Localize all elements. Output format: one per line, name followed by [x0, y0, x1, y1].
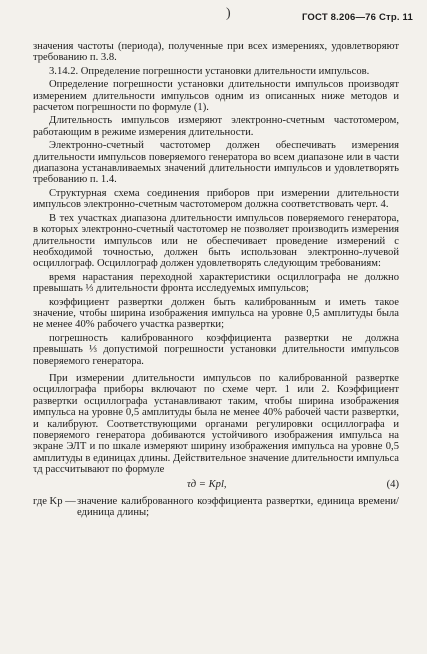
- paragraph: значения частоты (периода), полученные при всех измерениях, удовлетворяют требованию п. 3.8.: [33, 41, 399, 64]
- paragraph: Определение погрешности установки длительности импульсов производят измерением длительности импульсов одним из описанных ниже методов и расчетом погрешности по формуле (1).: [33, 79, 399, 114]
- paragraph: При измерении длительности импульсов по калиброванной развертке осциллографа приборы включают по схеме черт. 1 или 2. Коэффициент развертки осциллографа устанавливают таким, чтобы ширина изображения импульса на уровне 0,5 амплитуды была не менее 40% рабочей части развертки, и калибруют. Соответствующими органами регулировки осциллографа и поверяемого генератора добиваются устойчивого изображения импульса на экране ЭЛТ и по шкале измеряют ширину изображения импульса на уровне 0,5 амплитуды в единицах длины. Действительное значение длительности импульса τд рассчитывают по формуле: [33, 372, 399, 476]
- formula-number: (4): [386, 478, 399, 490]
- body-text: [33, 41, 399, 518]
- formula: [33, 479, 399, 493]
- paragraph: Электронно-счетный частотомер должен обеспечивать измерения длительности импульсов поверяемого генератора во всем диапазоне или в части диапазона устанавливаемых значений длительности импульсов и удовлетворять требованию п. 1.4.: [33, 140, 399, 186]
- paragraph: В тех участках диапазона длительности импульсов поверяемого генератора, в которых электронно-счетный частотомер не позволяет производить измерения длительности импульсов или не обеспечивает проведение измерений с необходимой точностью, должен быть использован электронно-лучевой осциллограф. Осциллограф должен удовлетворять следующим требованиям:: [33, 212, 399, 270]
- section-heading: 3.14.2. Определение погрешности установки длительности импульсов.: [49, 65, 370, 77]
- variable-definition: [33, 496, 399, 519]
- requirement-item: время нарастания переходной характеристики осциллографа не должно превышать ⅓ длительности фронта исследуемых импульсов;: [33, 271, 399, 295]
- page-header: [302, 12, 413, 23]
- requirement-item: коэффициент развертки должен быть калиброванным и иметь такое значение, чтобы ширина изображения импульса на уровне 0,5 амплитуды была не менее 40% рабочего участка развертки;: [33, 296, 399, 331]
- paragraph: Структурная схема соединения приборов при измерении длительности импульсов электронно-счетным частотомером должна соответствовать черт. 4.: [33, 187, 399, 211]
- formula-expression: τд = Kрl,: [187, 478, 227, 490]
- standard-number: ГОСТ 8.206—76: [301, 12, 377, 23]
- definition-text: значение калиброванного коэффициента развертки, единица времени/единица длины;: [77, 495, 399, 519]
- requirement-item: погрешность калиброванного коэффициента развертки не должна превышать ⅓ допустимой погрешности установки длительности импульсов поверяемого генератора.: [33, 332, 399, 367]
- page-mark: ): [226, 6, 231, 21]
- page-number: Стр. 11: [378, 12, 413, 23]
- paragraph: Длительность импульсов измеряют электронно-счетным частотомером, работающим в режиме измерения длительности.: [33, 115, 399, 138]
- definition-label: где Kр —: [33, 495, 76, 507]
